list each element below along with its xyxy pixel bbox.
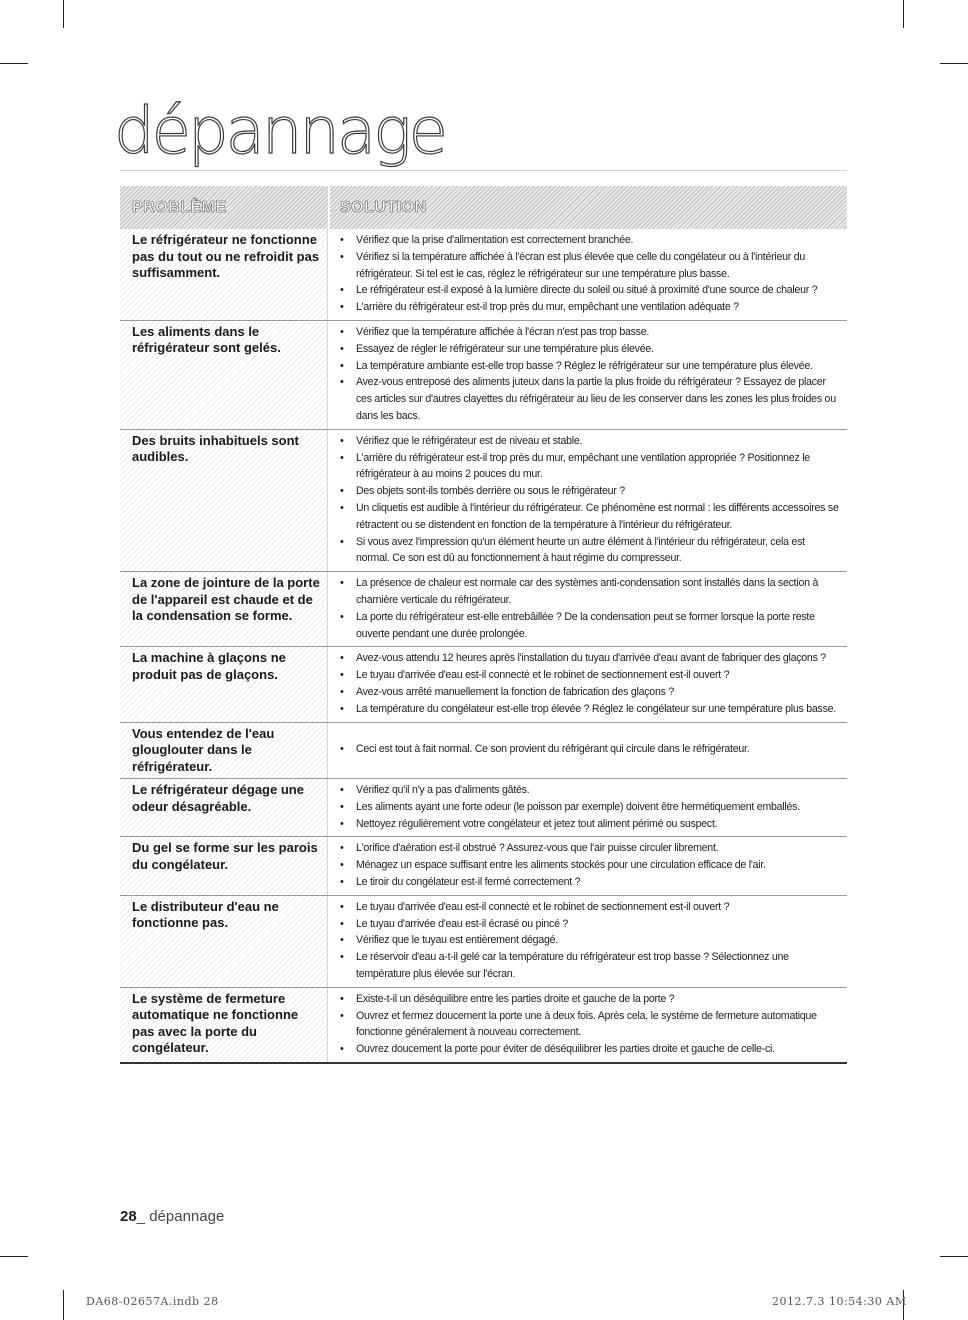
print-file-info: DA68-02657A.indb 28 <box>86 1295 219 1308</box>
solution-item: • Le tuyau d'arrivée d'eau est-il écrasé ou pincé ? <box>340 916 841 933</box>
page-number: 28 <box>120 1208 137 1225</box>
solution-cell <box>328 572 847 646</box>
solution-item: • Ménagez un espace suffisant entre les aliments stockés pour une circulation efficace de l'air. <box>340 857 841 874</box>
crop-mark <box>940 63 968 64</box>
solution-item: • La présence de chaleur est normale car des systèmes anti-condensation sont installés dans la section à charnière verticale du réfrigérateur. <box>340 575 841 609</box>
crop-mark <box>63 0 64 28</box>
problem-cell: Des bruits inhabituels sont audibles. <box>120 430 328 571</box>
solution-item: • Le tuyau d'arrivée d'eau est-il connecté et le robinet de sectionnement est-il ouvert ? <box>340 667 841 684</box>
problem-cell: Le distributeur d'eau ne fonctionne pas. <box>120 896 328 987</box>
problem-cell: Le réfrigérateur ne fonctionne pas du tout ou ne refroidit pas suffisamment. <box>120 229 328 320</box>
page-footer <box>120 1208 224 1225</box>
solution-list <box>340 741 749 758</box>
solution-cell <box>328 229 847 320</box>
page-title: dépannage <box>114 95 445 169</box>
solution-item: • La température ambiante est-elle trop basse ? Réglez le réfrigérateur sur une température plus élevée. <box>340 358 841 375</box>
table-header <box>120 186 847 229</box>
solution-item: • Vérifiez qu'il n'y a pas d'aliments gâtés. <box>340 782 841 799</box>
solution-item: • Un cliquetis est audible à l'intérieur du réfrigérateur. Ce phénomène est normal : les différents accessoires se rétractent ou se distendent en fonction de la température à l'intérieur du réfrigérateur. <box>340 500 841 534</box>
troubleshooting-table <box>120 186 847 1064</box>
header-solution: SOLUTION <box>330 186 847 229</box>
solution-item: • Le tiroir du congélateur est-il fermé correctement ? <box>340 874 841 891</box>
table-row <box>120 778 847 836</box>
table-row <box>120 836 847 894</box>
solution-item: • Avez-vous entreposé des aliments juteux dans la partie la plus froide du réfrigérateur ? Essayez de placer ces articles sur d'autres clayettes du réfrigérateur au lieu de les conserver dans les zones les plus froides ou dans les bacs. <box>340 374 841 424</box>
table-row <box>120 646 847 721</box>
solution-item: • Ceci est tout à fait normal. Ce son provient du réfrigérant qui circule dans le réfrigérateur. <box>340 741 749 758</box>
problem-cell: Les aliments dans le réfrigérateur sont gelés. <box>120 321 328 429</box>
solution-item: • Vérifiez que la prise d'alimentation est correctement branchée. <box>340 232 841 249</box>
table-row <box>120 229 847 320</box>
header-problem: PROBLÈME <box>120 186 328 229</box>
crop-mark <box>940 1256 968 1257</box>
solution-cell <box>328 321 847 429</box>
solution-item: • Essayez de régler le réfrigérateur sur une température plus élevée. <box>340 341 841 358</box>
solution-item: • Vérifiez que le réfrigérateur est de niveau et stable. <box>340 433 841 450</box>
solution-cell <box>328 647 847 721</box>
solution-cell <box>328 430 847 571</box>
solution-list <box>340 433 841 567</box>
solution-list <box>340 650 841 717</box>
problem-cell: La zone de jointure de la porte de l'appareil est chaude et de la condensation se forme. <box>120 572 328 646</box>
table-row <box>120 722 847 779</box>
problem-cell: Le réfrigérateur dégage une odeur désagréable. <box>120 779 328 836</box>
table-body <box>120 229 847 1062</box>
problem-cell: Le système de fermeture automatique ne fonctionne pas avec la porte du congélateur. <box>120 988 328 1062</box>
table-row <box>120 571 847 646</box>
solution-list <box>340 324 841 425</box>
solution-item: • Le réservoir d'eau a-t-il gelé car la température du réfrigérateur est trop basse ? Sélectionnez une température plus élevée sur l'écran. <box>340 949 841 983</box>
solution-cell <box>328 988 847 1062</box>
solution-cell <box>328 779 847 836</box>
solution-cell <box>328 837 847 894</box>
solution-list <box>340 840 841 890</box>
solution-item: • L'arrière du réfrigérateur est-il trop près du mur, empêchant une ventilation adéquate ? <box>340 299 841 316</box>
problem-cell: Du gel se forme sur les parois du congélateur. <box>120 837 328 894</box>
solution-item: • La température du congélateur est-elle trop élevée ? Réglez le congélateur sur une température plus basse. <box>340 701 841 718</box>
footer-separator: _ <box>136 1208 146 1225</box>
table-row <box>120 987 847 1062</box>
solution-cell <box>328 723 847 779</box>
crop-mark <box>63 1290 64 1320</box>
solution-list <box>340 899 841 983</box>
table-row <box>120 429 847 571</box>
solution-item: • Les aliments ayant une forte odeur (le poisson par exemple) doivent être hermétiquement emballés. <box>340 799 841 816</box>
solution-item: • Le tuyau d'arrivée d'eau est-il connecté et le robinet de sectionnement est-il ouvert ? <box>340 899 841 916</box>
title-divider <box>120 170 847 171</box>
solution-item: • Vérifiez si la température affichée à l'écran est plus élevée que celle du congélateur ou à l'intérieur du réfrigérateur. Si tel est le cas, réglez le réfrigérateur sur une température plus basse. <box>340 249 841 283</box>
solution-item: • L'arrière du réfrigérateur est-il trop près du mur, empêchant une ventilation appropriée ? Positionnez le réfrigérateur à au moins 2 pouces du mur. <box>340 450 841 484</box>
crop-mark <box>0 63 28 64</box>
solution-item: • Ouvrez et fermez doucement la porte une à deux fois. Après cela, le système de fermeture automatique fonctionne généralement à nouveau correctement. <box>340 1008 841 1042</box>
solution-list <box>340 232 841 316</box>
solution-list <box>340 782 841 832</box>
solution-item: • Nettoyez régulièrement votre congélateur et jetez tout aliment périmé ou suspect. <box>340 816 841 833</box>
solution-item: • L'orifice d'aération est-il obstrué ? Assurez-vous que l'air puisse circuler librement. <box>340 840 841 857</box>
solution-item: • La porte du réfrigérateur est-elle entrebâillée ? De la condensation peut se former lorsque la porte reste ouverte pendant une durée prolongée. <box>340 609 841 643</box>
crop-mark <box>0 1256 28 1257</box>
solution-item: • Des objets sont-ils tombés derrière ou sous le réfrigérateur ? <box>340 483 841 500</box>
print-datetime: 2012.7.3 10:54:30 AM <box>772 1295 907 1308</box>
solution-item: • Ouvrez doucement la porte pour éviter de déséquilibrer les parties droite et gauche de celle-ci. <box>340 1041 841 1058</box>
solution-item: • Avez-vous arrêté manuellement la fonction de fabrication des glaçons ? <box>340 684 841 701</box>
solution-item: • Existe-t-il un déséquilibre entre les parties droite et gauche de la porte ? <box>340 991 841 1008</box>
table-row <box>120 895 847 987</box>
solution-list <box>340 991 841 1058</box>
table-row <box>120 320 847 429</box>
crop-mark <box>903 0 904 28</box>
problem-cell: La machine à glaçons ne produit pas de glaçons. <box>120 647 328 721</box>
solution-item: • Vérifiez que le tuyau est entièrement dégagé. <box>340 932 841 949</box>
problem-cell: Vous entendez de l'eau glouglouter dans le réfrigérateur. <box>120 723 328 779</box>
solution-cell <box>328 896 847 987</box>
solution-item: • Le réfrigérateur est-il exposé à la lumière directe du soleil ou situé à proximité d'une source de chaleur ? <box>340 282 841 299</box>
solution-item: • Avez-vous attendu 12 heures après l'installation du tuyau d'arrivée d'eau avant de fabriquer des glaçons ? <box>340 650 841 667</box>
solution-item: • Vérifiez que la température affichée à l'écran n'est pas trop basse. <box>340 324 841 341</box>
solution-item: • Si vous avez l'impression qu'un élément heurte un autre élément à l'intérieur du réfrigérateur, cela est normal. Ce son est dû au fonctionnement à haut régime du compresseur. <box>340 534 841 568</box>
footer-section: dépannage <box>149 1208 225 1225</box>
solution-list <box>340 575 841 642</box>
